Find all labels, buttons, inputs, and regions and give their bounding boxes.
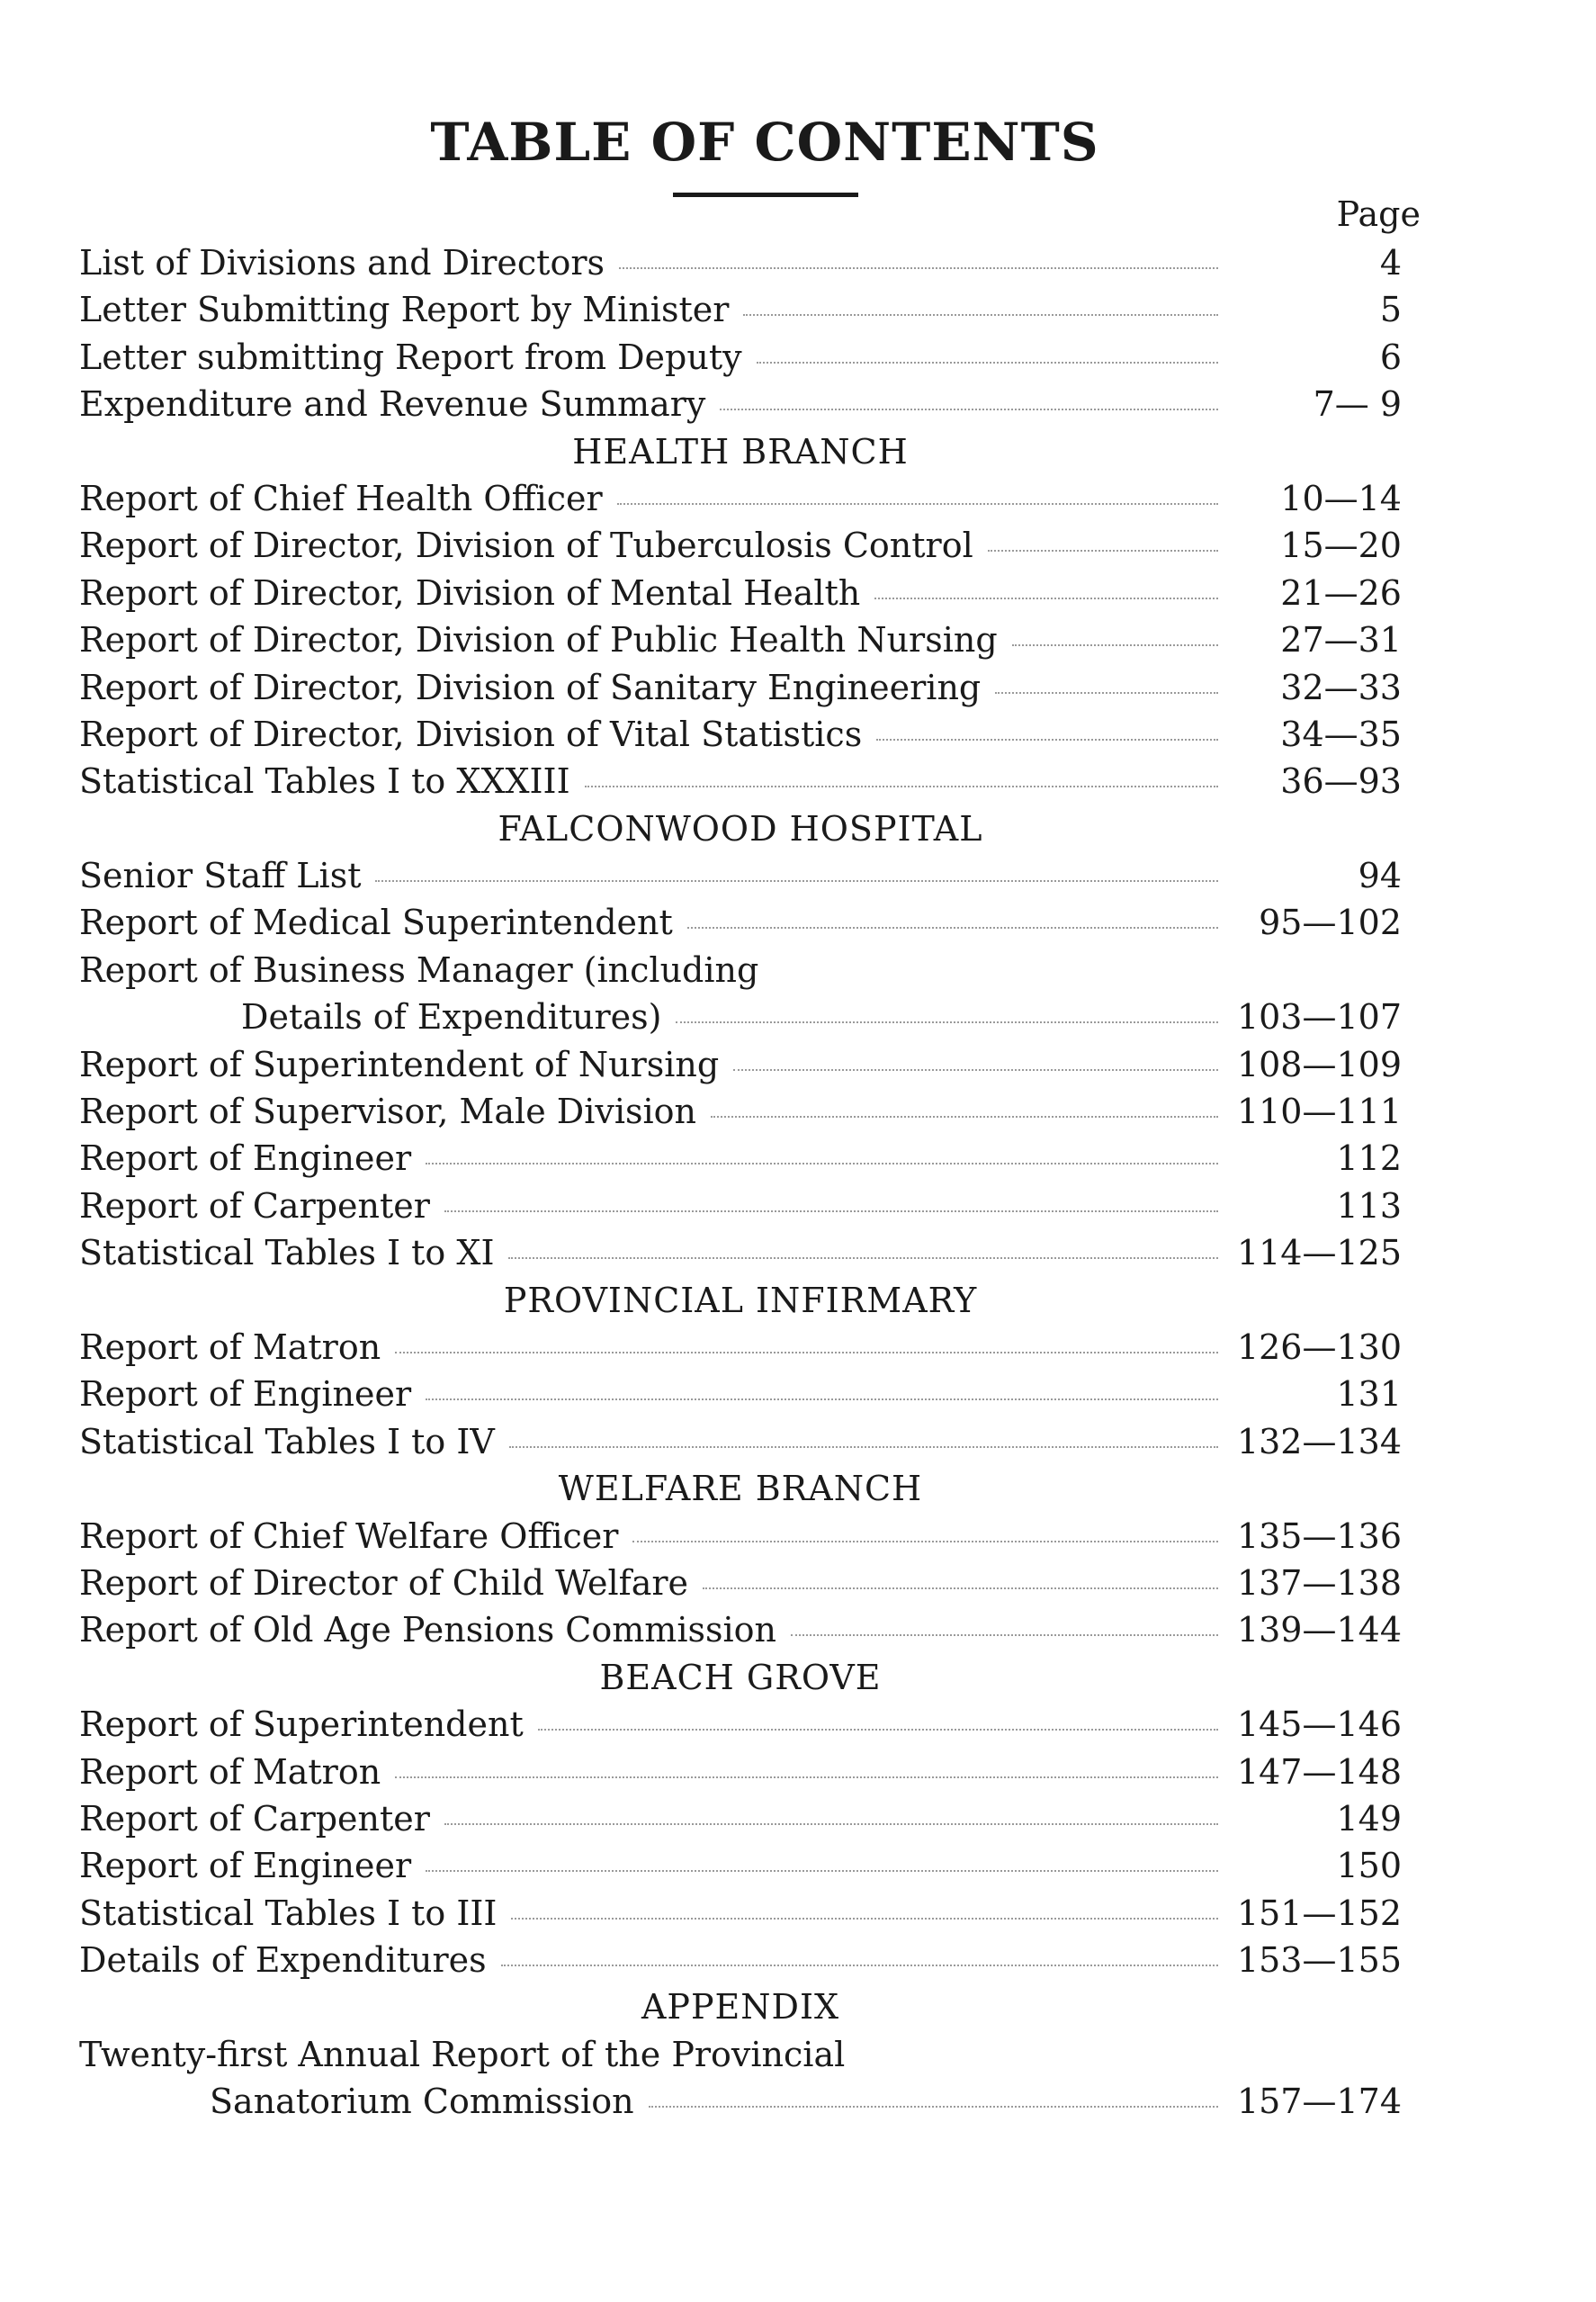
section-heading-text: APPENDIX xyxy=(641,1987,840,2028)
dot-leader xyxy=(508,1257,1218,1259)
toc-entry-title: Report of Chief Welfare Officer xyxy=(79,1515,619,1556)
toc-entry-page: 132—134 xyxy=(1236,1421,1402,1461)
toc-entry xyxy=(79,570,1402,616)
toc-entry-title: Details of Expenditures xyxy=(79,1940,487,1981)
toc-entry-page: 32—33 xyxy=(1280,667,1402,707)
section-heading-text: WELFARE BRANCH xyxy=(558,1469,923,1509)
dot-leader xyxy=(375,880,1218,882)
toc-entry xyxy=(79,1560,1402,1606)
toc-entry-title: Letter Submitting Report by Minister xyxy=(79,290,730,330)
dot-leader xyxy=(720,409,1218,410)
toc-entry-page: 153—155 xyxy=(1236,1940,1402,1981)
toc-entry-title: Statistical Tables I to XI xyxy=(79,1233,495,1273)
page-title: TABLE OF CONTENTS xyxy=(430,112,1099,173)
toc-entry-title: Report of Director, Division of Public Health Nursing xyxy=(79,620,998,661)
toc-entry xyxy=(79,1890,1402,1937)
dot-leader xyxy=(426,1870,1218,1872)
toc-entry xyxy=(79,239,1402,286)
dot-leader xyxy=(649,2106,1218,2108)
dot-leader xyxy=(395,1776,1218,1778)
section-heading-text: BEACH GROVE xyxy=(599,1657,882,1697)
dot-leader xyxy=(687,927,1218,929)
toc-entry-page: 157—174 xyxy=(1236,2082,1402,2122)
toc-entry-title: Expenditure and Revenue Summary xyxy=(79,384,706,425)
toc-entry-title: Report of Director, Division of Tuberculosis Control xyxy=(79,526,973,566)
section-heading-text: HEALTH BRANCH xyxy=(572,431,909,472)
section-heading xyxy=(79,805,1402,852)
dot-leader xyxy=(617,503,1218,505)
toc-entry-page: 114—125 xyxy=(1236,1233,1402,1273)
section-heading xyxy=(79,1654,1402,1701)
toc-entry-page: 94 xyxy=(1358,856,1402,896)
dot-leader xyxy=(874,598,1218,599)
toc-entry xyxy=(79,616,1402,663)
toc-entry-page: 27—31 xyxy=(1280,620,1402,661)
toc-entry-page: 4 xyxy=(1379,243,1402,283)
toc-entry-title: Report of Supervisor, Male Division xyxy=(79,1092,697,1132)
toc-entry-title: Statistical Tables I to III xyxy=(79,1893,498,1933)
toc-entry-page: 139—144 xyxy=(1236,1610,1402,1650)
toc-entry-title: Report of Engineer xyxy=(79,1138,412,1179)
toc-entry-page: 135—136 xyxy=(1236,1515,1402,1556)
toc-entry xyxy=(79,1229,1402,1276)
dot-leader xyxy=(444,1210,1218,1212)
dot-leader xyxy=(426,1398,1218,1400)
toc-entry-title: Letter submitting Report from Deputy xyxy=(79,337,742,377)
toc-entry xyxy=(79,2078,1402,2125)
dot-leader xyxy=(632,1541,1218,1542)
dot-leader xyxy=(538,1729,1218,1731)
dot-leader xyxy=(585,786,1218,787)
toc-entry xyxy=(79,758,1402,805)
dot-leader xyxy=(733,1069,1218,1071)
toc-entry-page: 131 xyxy=(1336,1374,1402,1415)
dot-leader xyxy=(791,1634,1218,1636)
toc-entry-page: 145—146 xyxy=(1236,1704,1402,1745)
section-heading xyxy=(79,1983,1402,2030)
toc-entry-page: 126—130 xyxy=(1236,1326,1402,1367)
toc-entry-title: Report of Matron xyxy=(79,1751,381,1792)
toc-entry-page: 110—111 xyxy=(1236,1092,1402,1132)
toc-entry-page: 147—148 xyxy=(1236,1751,1402,1792)
toc-entry xyxy=(79,994,1402,1040)
toc-entry-page: 113 xyxy=(1336,1185,1402,1226)
dot-leader xyxy=(501,1965,1218,1966)
toc-entry xyxy=(79,2031,1402,2078)
toc-entry xyxy=(79,1513,1402,1560)
toc-entry-title: List of Divisions and Directors xyxy=(79,243,605,283)
dot-leader xyxy=(676,1021,1218,1023)
toc-entry xyxy=(79,1937,1402,1983)
dot-leader xyxy=(1012,644,1218,646)
toc-entry-title: Report of Director, Division of Vital Statistics xyxy=(79,714,863,754)
toc-entry-title: Statistical Tables I to XXXIII xyxy=(79,761,570,802)
toc-entry-title: Details of Expenditures) xyxy=(241,997,662,1038)
toc-entry xyxy=(79,1701,1402,1748)
toc-entry-title: Report of Director, Division of Mental Health xyxy=(79,572,861,613)
toc-entry-title: Report of Matron xyxy=(79,1326,381,1367)
toc-entry xyxy=(79,522,1402,569)
dot-leader xyxy=(988,550,1218,552)
toc-entry xyxy=(79,1418,1402,1465)
page-column-label: Page xyxy=(1336,194,1421,234)
toc-entry-page: 108—109 xyxy=(1236,1044,1402,1084)
toc-entry-page: 103—107 xyxy=(1236,997,1402,1038)
dot-leader xyxy=(711,1116,1218,1118)
toc-entry xyxy=(79,1135,1402,1182)
toc-entry xyxy=(79,947,1402,994)
toc-entry xyxy=(79,852,1402,899)
toc-entry-page: 137—138 xyxy=(1236,1562,1402,1603)
dot-leader xyxy=(757,362,1218,364)
toc-entry xyxy=(79,334,1402,381)
toc-entry-page: 5 xyxy=(1379,290,1402,330)
toc-entry xyxy=(79,1182,1402,1229)
toc-entry-page: 34—35 xyxy=(1280,714,1402,754)
toc-entry-page: 150 xyxy=(1336,1846,1402,1886)
toc-entry-title: Report of Director of Child Welfare xyxy=(79,1562,689,1603)
toc-entry-page: 15—20 xyxy=(1280,526,1402,566)
toc-entry xyxy=(79,1842,1402,1889)
toc-entry xyxy=(79,664,1402,711)
toc-entry xyxy=(79,1088,1402,1135)
toc-entry-title: Twenty-first Annual Report of the Provincial xyxy=(79,2034,846,2074)
section-heading xyxy=(79,1465,1402,1512)
dot-leader xyxy=(426,1163,1218,1164)
dot-leader xyxy=(509,1446,1218,1448)
toc-entry-title: Senior Staff List xyxy=(79,856,362,896)
dot-leader xyxy=(876,739,1218,741)
toc-entry-title: Report of Director, Division of Sanitary Engineering xyxy=(79,667,982,707)
toc-entry-title: Statistical Tables I to IV xyxy=(79,1421,495,1461)
toc-entry-title: Report of Engineer xyxy=(79,1374,412,1415)
dot-leader xyxy=(703,1587,1218,1589)
toc-entry-title: Report of Chief Health Officer xyxy=(79,478,603,518)
toc-entry xyxy=(79,381,1402,427)
toc-entry-title: Sanatorium Commission xyxy=(210,2082,634,2122)
section-heading-text: PROVINCIAL INFIRMARY xyxy=(503,1280,978,1320)
toc-entry-title: Report of Medical Superintendent xyxy=(79,903,673,943)
toc-entry xyxy=(79,1041,1402,1088)
toc-entry-page: 36—93 xyxy=(1280,761,1402,802)
section-heading-text: FALCONWOOD HOSPITAL xyxy=(498,808,983,849)
dot-leader xyxy=(619,267,1218,269)
dot-leader xyxy=(995,692,1218,694)
toc-entry-page: 95—102 xyxy=(1259,903,1402,943)
toc-entry xyxy=(79,1324,1402,1371)
toc-entry xyxy=(79,1749,1402,1795)
toc-entry xyxy=(79,1606,1402,1653)
toc-entry-page: 7— 9 xyxy=(1313,384,1402,425)
section-heading xyxy=(79,428,1402,475)
section-heading xyxy=(79,1277,1402,1324)
toc-entry-title: Report of Business Manager (including xyxy=(79,949,759,990)
toc-entry xyxy=(79,899,1402,946)
toc-entry-page: 6 xyxy=(1379,337,1402,377)
toc-entry-page: 112 xyxy=(1336,1138,1402,1179)
toc-entry-title: Report of Old Age Pensions Commission xyxy=(79,1610,776,1650)
dot-leader xyxy=(511,1918,1218,1920)
toc-entry-title: Report of Engineer xyxy=(79,1846,412,1886)
toc-entry-page: 10—14 xyxy=(1280,478,1402,518)
toc-entry-title: Report of Carpenter xyxy=(79,1185,430,1226)
toc-entry xyxy=(79,286,1402,333)
toc-entry xyxy=(79,1795,1402,1842)
toc-entry-page: 149 xyxy=(1336,1798,1402,1839)
dot-leader xyxy=(444,1823,1218,1825)
title-underline xyxy=(673,193,858,197)
toc-entry-title: Report of Superintendent of Nursing xyxy=(79,1044,720,1084)
toc-entry-title: Report of Carpenter xyxy=(79,1798,430,1839)
toc-entry xyxy=(79,1371,1402,1417)
dot-leader xyxy=(395,1352,1218,1353)
toc-entry xyxy=(79,475,1402,522)
table-of-contents xyxy=(79,239,1402,2126)
toc-entry-page: 21—26 xyxy=(1280,572,1402,613)
toc-entry xyxy=(79,711,1402,758)
toc-entry-title: Report of Superintendent xyxy=(79,1704,524,1745)
dot-leader xyxy=(743,314,1218,316)
toc-entry-page: 151—152 xyxy=(1236,1893,1402,1933)
